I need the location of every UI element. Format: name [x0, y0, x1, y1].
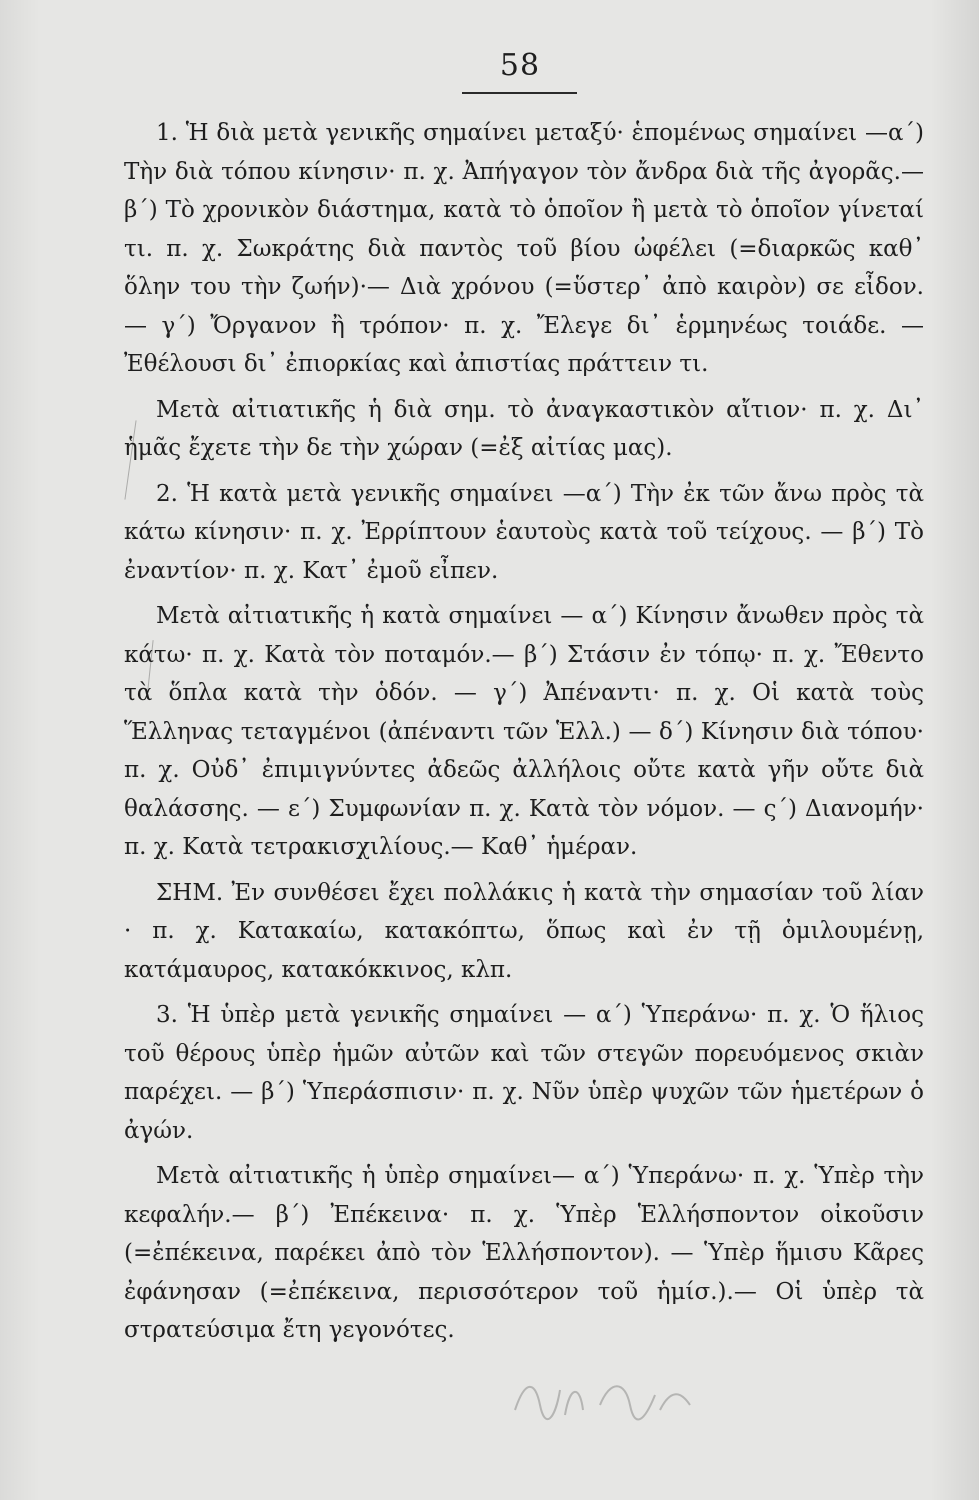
paragraph-dia-accusative: Μετὰ αἰτιατικῆς ἡ διὰ σημ. τὸ ἀναγκαστικὸν αἴτιον· π. χ. Δι᾽ ἡμᾶς ἔχετε τὴν δε τὴν χώραν (=ἐξ αἰτίας μας). — [124, 396, 924, 461]
pencil-scribble — [505, 1360, 705, 1430]
page-number-underline — [462, 92, 577, 94]
paragraph-kata-genitive: 2. Ἡ κατὰ μετὰ γενικῆς σημαίνει —α´) Τὴν ἐκ τῶν ἄνω πρὸς τὰ κάτω κίνησιν· π. χ. Ἐρρίπτουν ἑαυτοὺς κατὰ τοῦ τείχους. — β´) Τὸ ἐναντίον· π. χ. Κατ᾽ ἐμοῦ εἶπεν. — [124, 480, 924, 584]
page-number: 58 — [499, 48, 541, 83]
paragraph-hyper-genitive: 3. Ἡ ὑπὲρ μετὰ γενικῆς σημαίνει — α´) Ὑπεράνω· π. χ. Ὁ ἥλιος τοῦ θέρους ὑπὲρ ἡμῶν αὐτῶν καὶ τῶν στεγῶν πορευόμενος σκιὰν παρέχει. — β´) Ὑπεράσπισιν· π. χ. Νῦν ὑπὲρ ψυχῶν τῶν ἡμετέρων ὁ ἀγών. — [124, 1002, 924, 1144]
body-text — [124, 114, 924, 1350]
paragraph-hyper-accusative: Μετὰ αἰτιατικῆς ἡ ὑπὲρ σημαίνει— α´) Ὑπεράνω· π. χ. Ὑπὲρ τὴν κεφαλήν.— β´) Ἐπέκεινα· π. χ. Ὑπὲρ Ἑλλήσποντον οἰκοῦσιν (=ἐπέκεινα, παρέκει ἀπὸ τὸν Ἑλλήσποντον). — Ὑπὲρ ἥμισυ Κᾶρες ἐφάνησαν (=ἐπέκεινα, περισσότερον τοῦ ἡμίσ.).— Οἱ ὑπὲρ τὰ στρατεύσιμα ἔτη γεγονότες. — [124, 1163, 924, 1343]
paragraph-kata-accusative: Μετὰ αἰτιατικῆς ἡ κατὰ σημαίνει — α´) Κίνησιν ἄνωθεν πρὸς τὰ κάτω· π. χ. Κατὰ τὸν ποταμόν.— β´) Στάσιν ἐν τόπῳ· π. χ. Ἔθεντο τὰ ὅπλα κατὰ τὴν ὁδόν. — γ´) Ἀπέναντι· π. χ. Οἱ κατὰ τοὺς Ἕλληνας τεταγμένοι (ἀπέναντι τῶν Ἑλλ.) — δ´) Κίνησιν διὰ τόπου· π. χ. Οὐδ᾽ ἐπιμιγνύντες ἀδεῶς ἀλλήλοις οὔτε κατὰ γῆν οὔτε διὰ θαλάσσης. — ε´) Συμφωνίαν π. χ. Κατὰ τὸν νόμον. — ς´) Διανομήν· π. χ. Κατὰ τετρακισχιλίους.— Καθ᾽ ἡμέραν. — [124, 603, 924, 860]
paragraph-dia-genitive: 1. Ἡ διὰ μετὰ γενικῆς σημαίνει μεταξύ· ἑπομένως σημαίνει —α´) Τὴν διὰ τόπου κίνησιν· π. χ. Ἀπήγαγον τὸν ἄνδρα διὰ τῆς ἀγορᾶς.— β´) Τὸ χρονικὸν διάστημα, κατὰ τὸ ὁποῖον ἢ μετὰ τὸ ὁποῖον γίνεταί τι. π. χ. Σωκράτης διὰ παντὸς τοῦ βίου ὠφέλει (=διαρκῶς καθ᾽ ὅλην του τὴν ζωήν)·— Διὰ χρόνου (=ὕστερ᾽ ἀπὸ καιρὸν) σε εἶδον. — γ´) Ὄργανον ἢ τρόπον· π. χ. Ἔλεγε δι᾽ ἑρμηνέως τοιάδε. — Ἐθέλουσι δι᾽ ἐπιορκίας καὶ ἀπιστίας πράττειν τι. — [124, 120, 924, 377]
paragraph-note: ΣΗΜ. Ἐν συνθέσει ἔχει πολλάκις ἡ κατὰ τὴν σημασίαν τοῦ λίαν · π. χ. Κατακαίω, κατακόπτω, ὅπως καὶ ἐν τῇ ὁμιλουμένῃ, κατάμαυρος, κατακόκκινος, κλπ. — [124, 879, 924, 983]
